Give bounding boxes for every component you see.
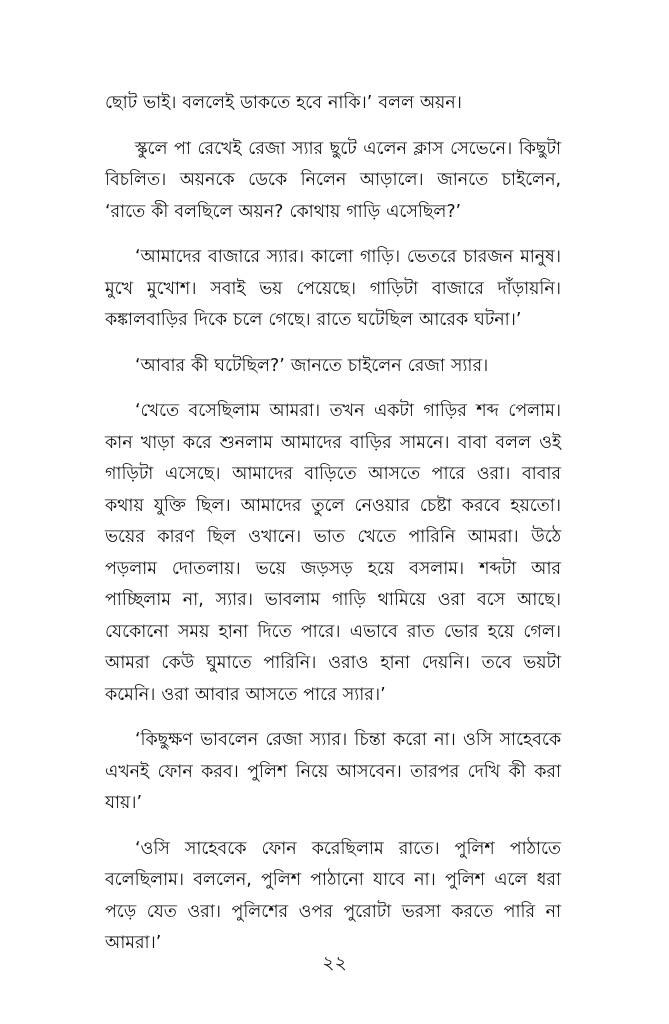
paragraph-1: ছোট ভাই। বললেই ডাকতে হবে নাকি।’ বলল অয়ন।	[105, 93, 462, 113]
page-number: ২২	[322, 952, 347, 974]
paragraph-5: ‘খেতে বসেছিলাম আমরা। তখন একটা গাড়ির শব্দ পেলাম। কান খাড়া করে শুনলাম আমাদের বাড়ির সামনে। বাবা বলল ওই গাড়িটা এসেছে। আমাদের বাড়িতে আসতে পারে ওরা। বাবার কথায় যুক্তি ছিল। আমাদের তুলে নেওয়ার চেষ্টা করবে হয়তো। ভয়ের কারণ ছিল ওখানে। ভাত খেতে পারিনি আমরা। উঠে পড়লাম দোতলায়। ভয়ে জড়সড় হয়ে বসলাম। শব্দটা আর পাচ্ছিলাম না, স্যার। ভাবলাম গাড়ি থামিয়ে ওরা বসে আছে। যেকোনো সময় হানা দিতে পারে। এভাবে রাত ভোর হয়ে গেল। আমরা কেউ ঘুমাতে পারিনি। ওরাও হানা দেয়নি। তবে ভয়টা কমেনি। ওরা আবার আসতে পারে স্যার।’	[105, 401, 561, 705]
paragraph-3: ‘আমাদের বাজারে স্যার। কালো গাড়ি। ভেতরে চারজন মানুষ। মুখে মুখোশ। সবাই ভয় পেয়েছে। গাড়িটা বাজারে দাঁড়ায়নি। কঙ্কালবাড়ির দিকে চলে গেছে। রাতে ঘটেছিল আরেক ঘটনা।’	[105, 247, 561, 330]
paragraph-6: ‘কিছুক্ষণ ভাবলেন রেজা স্যার। চিন্তা করো না। ওসি সাহেবকে এখনই ফোন করব। পুলিশ নিয়ে আসবেন। তারপর দেখি কী করা যায়।’	[105, 730, 561, 813]
page-body	[105, 88, 561, 974]
paragraph-4: ‘আবার কী ঘটেছিল?’ জানতে চাইলেন রেজা স্যার।	[135, 355, 489, 376]
paragraph-2: স্কুলে পা রেখেই রেজা স্যার ছুটে এলেন ক্লাস সেভেনে। কিছুটা বিচলিত। অয়নকে ডেকে নিলেন আড়ালে। জানতে চাইলেন, ‘রাতে কী বলছিলে অয়ন? কোথায় গাড়ি এসেছিল?’	[105, 138, 561, 222]
paragraph-7: ‘ওসি সাহেবকে ফোন করেছিলাম রাতে। পুলিশ পাঠাতে বলেছিলাম। বললেন, পুলিশ পাঠানো যাবে না। পুলিশ এলে ধরা পড়ে যেত ওরা। পুলিশের ওপর পুরোটা ভরসা করতে পারি না আমরা।’	[105, 838, 561, 953]
